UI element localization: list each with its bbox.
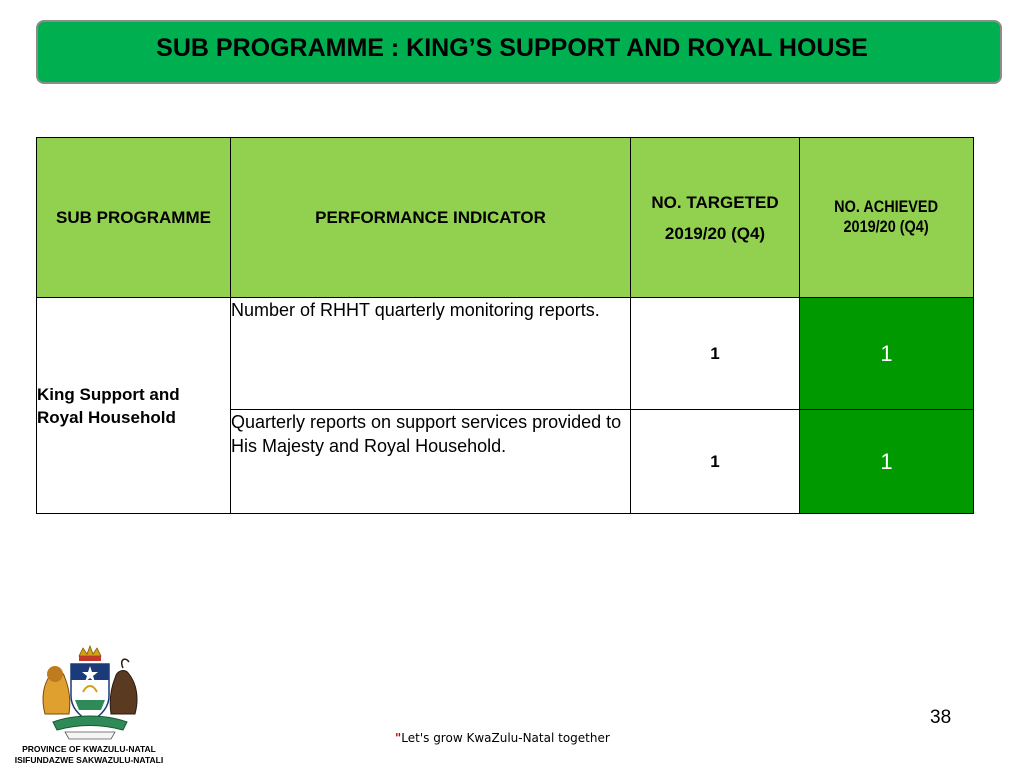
table-header-row (37, 138, 974, 298)
header-achieved-text (835, 197, 939, 237)
targeted-cell: 1 (631, 410, 800, 514)
header-achieved-period: 2019/20 (Q4) (843, 217, 930, 236)
header-targeted-period: 2019/20 (Q4) (664, 223, 766, 243)
table-row (37, 298, 974, 410)
indicator-cell: Quarterly reports on support services provided to His Majesty and Royal Household. (231, 410, 631, 514)
tagline-quote-mark: " (395, 731, 402, 745)
performance-table (36, 137, 974, 514)
footer-tagline (395, 731, 610, 745)
achieved-cell: 1 (800, 298, 974, 410)
indicator-cell: Number of RHHT quarterly monitoring reports. (231, 298, 631, 410)
province-name-english: PROVINCE OF KWAZULU-NATAL (22, 744, 156, 754)
sub-programme-cell: King Support and Royal Household (37, 298, 231, 514)
tagline-text: Let's grow KwaZulu-Natal together (401, 731, 610, 745)
header-no-targeted (631, 138, 800, 298)
targeted-cell: 1 (631, 298, 800, 410)
header-performance-indicator: PERFORMANCE INDICATOR (231, 138, 631, 298)
page-number: 38 (930, 707, 952, 728)
page-title: SUB PROGRAMME : KING’S SUPPORT AND ROYAL HOUSE (156, 34, 868, 62)
header-no-achieved (800, 138, 974, 298)
province-name-zulu: ISIFUNDAZWE SAKWAZULU-NATALI (14, 755, 164, 765)
header-targeted-label: NO. TARGETED (651, 192, 779, 212)
header-sub-programme: SUB PROGRAMME (37, 138, 231, 298)
header-achieved-label: NO. ACHIEVED (834, 197, 939, 216)
coat-of-arms-icon (35, 644, 145, 742)
achieved-cell: 1 (800, 410, 974, 514)
